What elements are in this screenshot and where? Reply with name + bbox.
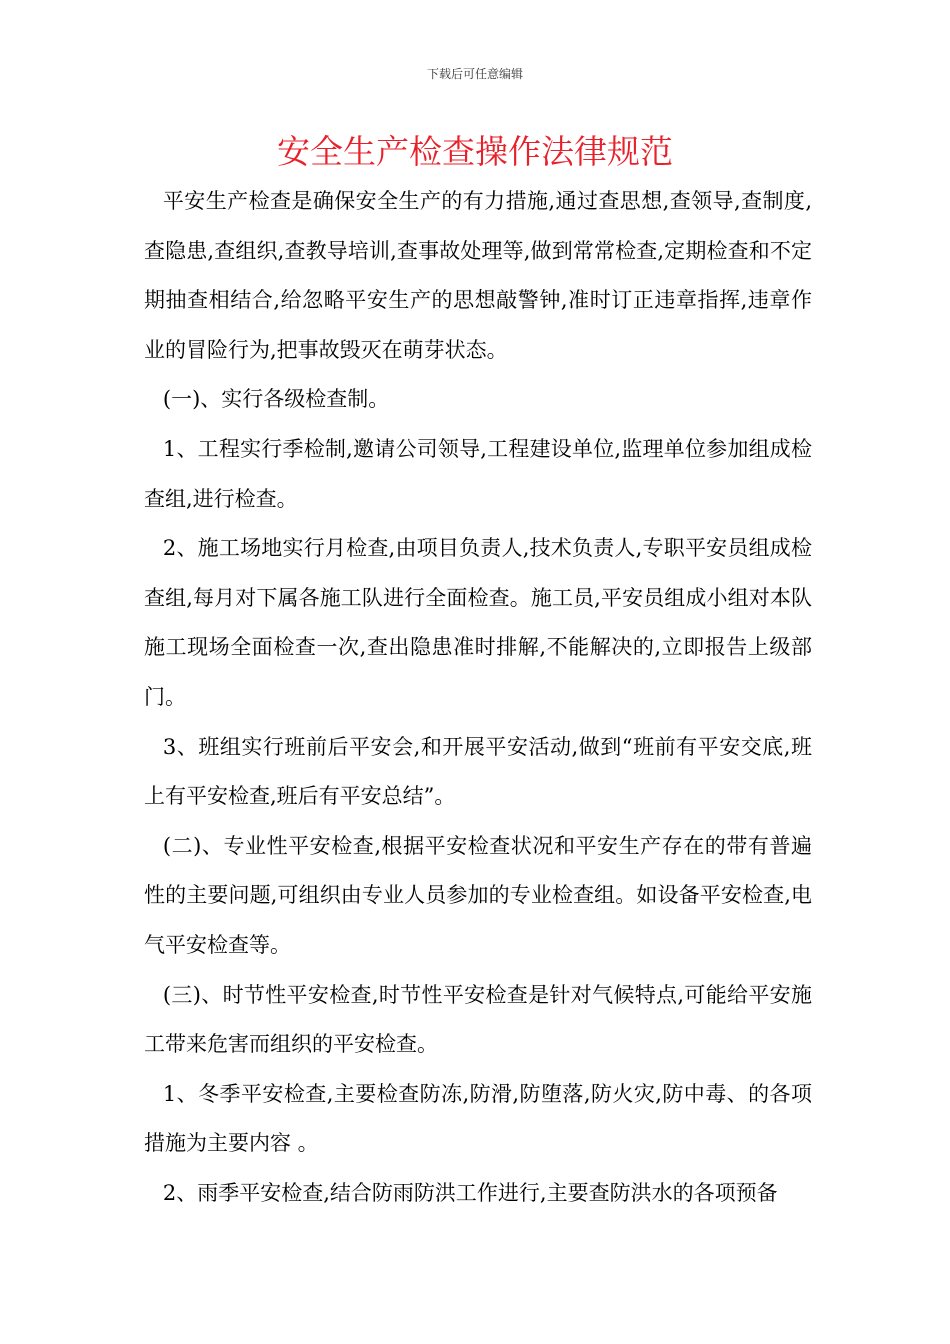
- document-body: [144, 177, 812, 1218]
- paragraph-winter-check: 1、冬季平安检查,主要检查防冻,防滑,防堕落,防火灾,防中毒、的各项措施为主要内容 。: [144, 1081, 812, 1156]
- paragraph-rainy-check: 2、雨季平安检查,结合防雨防洪工作进行,主要查防洪水的各项预备: [162, 1180, 778, 1205]
- paragraph-item-3: 3、班组实行班前后平安会,和开展平安活动,做到“班前有平安交底,班上有平安检查,班后有平安总结”。: [144, 734, 812, 809]
- paragraph-section-3: (三)、时节性平安检查,时节性平安检查是针对气候特点,可能给平安施工带来危害而组织的平安检查。: [144, 982, 812, 1057]
- paragraph-intro: 平安生产检查是确保安全生产的有力措施,通过查思想,查领导,查制度,查隐患,查组织,查教导培训,查事故处理等,做到常常检查,定期检查和不定期抽查相结合,给忽略平安生产的思想敲警钟,准时订正违章指挥,违章作业的冒险行为,把事故毁灭在萌芽状态。: [144, 189, 812, 362]
- paragraph-item-2: 2、施工场地实行月检查,由项目负责人,技术负责人,专职平安员组成检查组,每月对下属各施工队进行全面检查。施工员,平安员组成小组对本队施工现场全面检查一次,查出隐患准时排解,不能解决的,立即报告上级部门。: [144, 536, 812, 709]
- paragraph-item-1: 1、工程实行季检制,邀请公司领导,工程建设单位,监理单位参加组成检查组,进行检查。: [144, 436, 812, 511]
- paragraph-section-1-heading: (一)、实行各级检查制。: [162, 387, 390, 412]
- document-title: 安全生产检查操作法律规范: [277, 132, 673, 171]
- header-note: 下载后可任意编辑: [426, 67, 523, 81]
- paragraph-section-2: (二)、专业性平安检查,根据平安检查状况和平安生产存在的带有普遍性的主要问题,可组织由专业人员参加的专业检查组。如设备平安检查,电气平安检查等。: [144, 833, 812, 957]
